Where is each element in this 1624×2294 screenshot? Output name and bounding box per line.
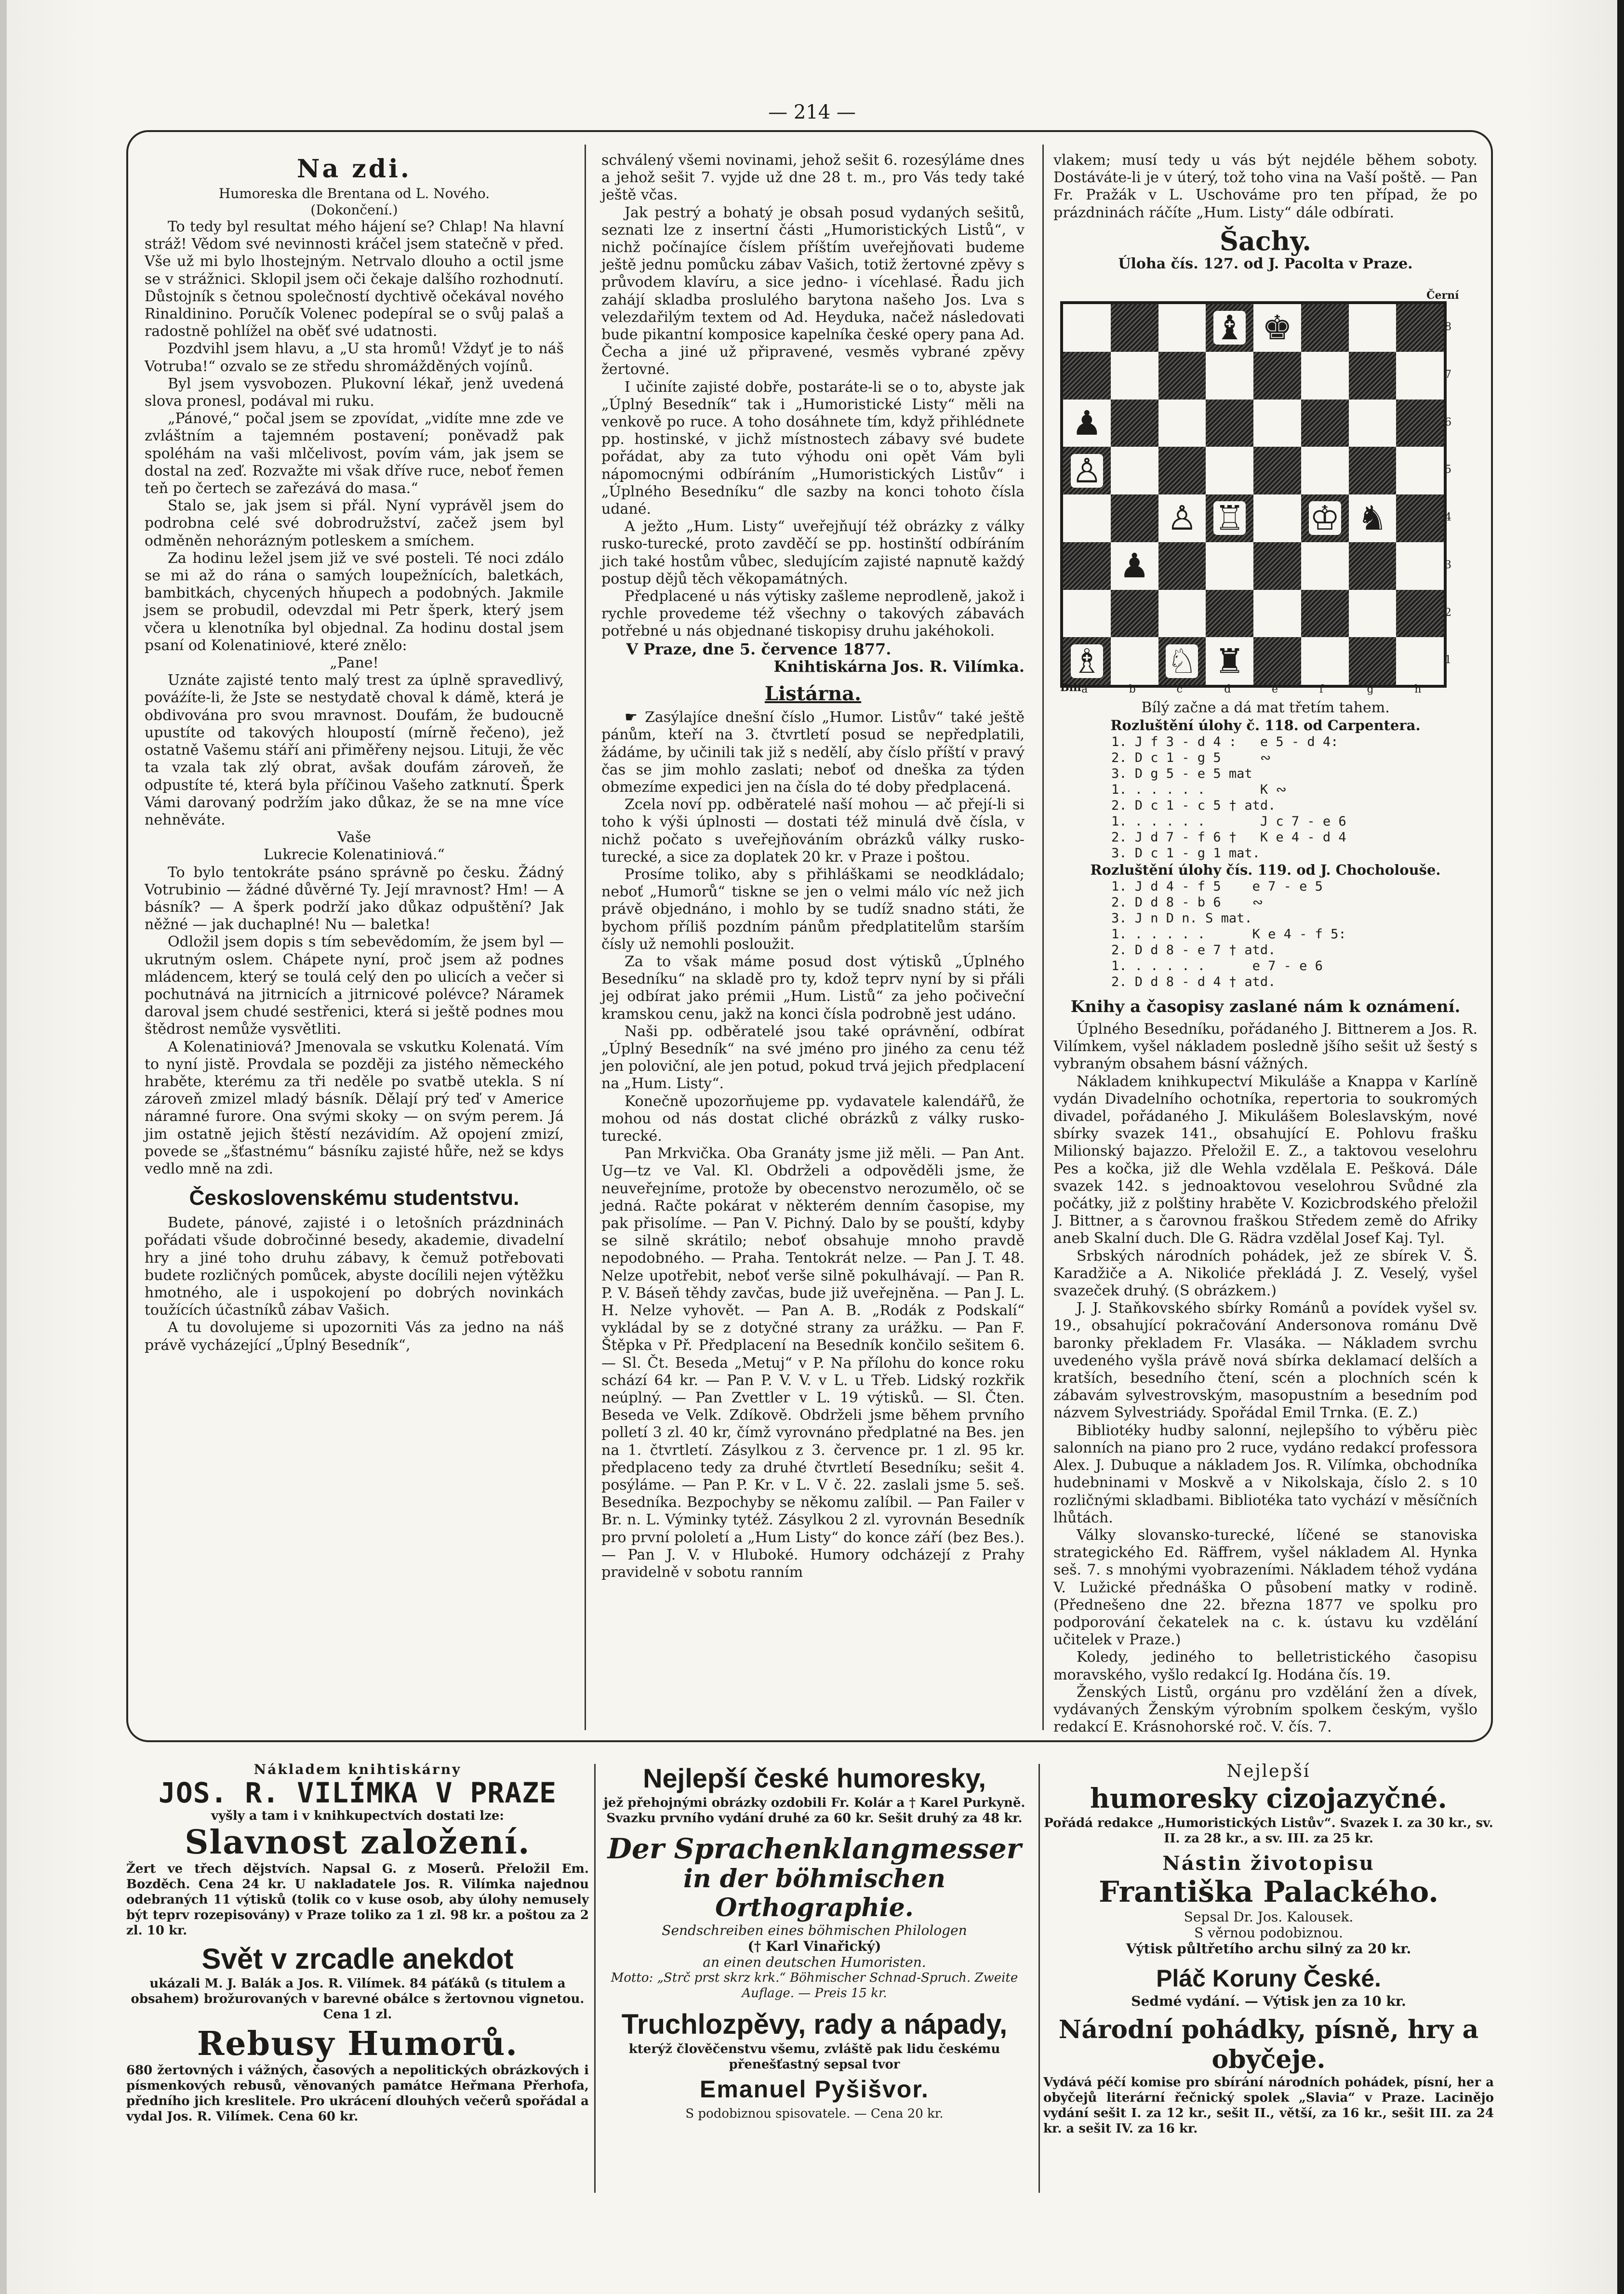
paragraph: Budete, pánové, zajisté i o letošních prázdninách pořádati všude dobročinné besedy, akademie, divadelní hry a jiné toho druhu zábavy, k čemuž potřebovati budete rozličných pomůcek, abyste docílili nejen výtěžku hmotného, ale i uspokojení po dobrých novinkách toužících účastníků zábav Vašich.	[145, 1214, 564, 1319]
chess-note: Bílý začne a dá mat třetím tahem.	[1141, 699, 1390, 716]
ad-text: kterýž člověčenstvu všemu, zvláště pak lidu českému přenešťastný sepsal tvor	[628, 2042, 1000, 2072]
board-square	[1158, 637, 1206, 685]
board-square	[1301, 400, 1349, 447]
ad-title: Františka Palackého.	[1098, 1875, 1439, 1909]
chess-heading: Šachy.	[1219, 225, 1312, 256]
dateline: V Praze, dne 5. července 1877.	[626, 640, 892, 658]
column-2	[601, 152, 1025, 1581]
solution-118-moves	[1053, 734, 1478, 861]
file-label: f	[1319, 683, 1323, 695]
board-square	[1301, 590, 1349, 638]
ad-cizojazycne	[1043, 1761, 1494, 2136]
board-square	[1158, 304, 1206, 352]
file-label: g	[1367, 683, 1374, 695]
board-square	[1063, 304, 1111, 352]
rank-label: 1	[1445, 654, 1451, 667]
chess-move: 1. J d 4 - f 5 e 7 - e 5	[1111, 879, 1323, 894]
paragraph: Za hodinu ležel jsem již ve své posteli. Té noci zdálo se mi až do rána o samých loupežnících, baletkách, bambitkách, chycených hňupech a podobných. Jakmile jsem se probudil, odevzdal mi Petr šperk, který jsem včera u klenotníka byl objednal. Za hodinu dostal jsem psaní od Kolenatiniové, které znělo:	[145, 549, 564, 654]
rank-label: 3	[1445, 559, 1451, 571]
board-square	[1111, 637, 1158, 685]
board-square	[1396, 304, 1444, 352]
paragraph: Nákladem knihkupectví Mikuláše a Knappa v Karlíně vydán Divadelního ochotníka, repertoria to soukromých divadel, pořádaného J. Mikulášem Boleslavským, nové sbírky svazek 141., obsahující E. Pohlovu frašku Milionský bajazzo. Přeložil E. Z., a taktovou veselohru Pes a kočka, již dle Wehla vzdělala E. Pešková. Dále svazek 142. s jednoaktovou veselohrou Svůdné zla počátky, již z polštiny hraběte V. Kozicbrodského přeložil J. Bittner, a s čarovnou fraškou Středem země do Afriky aneb Skalní duch. Dle G. Rädra vzdělal Josef Kaj. Tyl.	[1053, 1073, 1478, 1247]
ad-text: S věrnou podobiznou.	[1194, 1925, 1343, 1941]
paragraph: I učiníte zajisté dobře, postaráte-li se o to, abyste jak „Úplný Besedník“ tak i „Humoristické Listy“ měli na venkově po ruce. A toho dosáhnete tím, když přihlédnete pp. hostinské, v jichž místnostech zábavy své budete pořádat, aby za tuto výhodu oni opět Vám byli nápomocnými odbíráním „Humoristických Listův“ i „Úplného Besedníku“ dle sazby na konci tohoto čísla udané.	[601, 378, 1025, 518]
chess-move: 1. . . . . . K e 4 - f 5:	[1111, 927, 1346, 942]
paragraph: J. J. Staňkovského sbírky Románů a povídek vyšel sv. 19., obsahující pokračování Andersonova románu Dvě baronky překladem Fr. Vlasáka. — Nákladem svrchu uvedeného vyšla právě nová sbírka deklamací delších a kratších, besedního čtení, scén a plochních scén k zábavám sylvestrovským, masopustním a besedním pod názvem Sylvestriády. Spořádal Emil Trnka. (E. Z.)	[1053, 1300, 1478, 1422]
board-square	[1111, 400, 1158, 447]
rank-label: 2	[1445, 606, 1451, 619]
board-square	[1206, 494, 1253, 542]
ad-rule-2	[1038, 1764, 1040, 2193]
paragraph: Předplacené u nás výtisky zašleme neprodleně, jakož i rychle provedeme též všechny o takových zábavách potřebné u nás objednané tiskopisy druhu jakéhokoli.	[601, 588, 1025, 640]
board-square	[1301, 304, 1349, 352]
ad-text: S podobiznou spisovatele. — Cena 20 kr.	[685, 2107, 944, 2121]
board-square	[1301, 542, 1349, 590]
file-label: e	[1272, 683, 1278, 695]
board-square	[1349, 590, 1397, 638]
ad-title: Truchlozpěvy, rady a nápady,	[621, 2009, 1008, 2040]
ad-title: Národní pohádky, písně, hry a obyčeje.	[1058, 2015, 1479, 2074]
paragraph: A ježto „Hum. Listy“ uveřejňují též obrázky z války rusko-turecké, proto zavděčí se pp. hostinští odbíráním jich také hostům vůbec, sledujícím zajisté napnutě každý postup dějů těch věkopamátných.	[601, 518, 1025, 587]
board-square	[1396, 447, 1444, 494]
paragraph: Pozdvihl jsem hlavu, a „U sta hromů! Vždyť je to náš Votruba!“ ozvalo se ze středu shromážděných vojínů.	[145, 340, 564, 375]
ad-text: († Karl Vinařický)	[747, 1938, 881, 1954]
ad-title: Pláč Koruny České.	[1156, 1965, 1381, 1992]
paragraph: Pan Mrkvička. Oba Granáty jsme již měli. — Pan Ant. Ug—tz ve Val. Kl. Obdrželi a odpověděli jsme, že neuveřejníme, protože by obecenstvo nerozumělo, oč se jedná. Račte pokárat v některém denním časopise, my pak přisolíme. — Pan V. Pichný. Dalo by se pouští, kdyby se silně skrátilo; neboť obsahuje mnoho pravdě nepodobného. — Praha. Tentokrát nelze. — Pan J. T. 48. Nelze upotřebit, neboť verše silně pokulhávají. — Pan R. P. V. Báseň těhdy zavčas, bude již uveřejněna. — Pan J. L. H. Nelze vyhovět. — Pan A. B. „Rodák z Podskalí“ vykládal by se z dotyčné strany za urážku. — Pan F. Štěpka v Př. Předplacení na Besedník končilo sešitem 6. — Sl. Čt. Beseda „Metuj“ v P. Na přílohu do konce roku schází 64 kr. — Pan P. V. V. v L. u Třeb. Lidský rozkřik neúplný. — Pan Zvettler v L. 19 výtisků. — Sl. Čten. Beseda ve Velk. Zdíkově. Obdrželi jsme během prvního polletí 3 zl. 40 kr, čímž vyrovnáno předplatné na Bes. jen na 1. čtvrtletí. Zásylkou z 3. července pr. 1 zl. 95 kr. předplaceno tedy za druhé čtvrtletí Besedníku; sešit 4. posýláme. — Pan P. Kr. v L. V č. 22. zaslali jsme 5. seš. Besedníka. Bezpochyby se někomu zalíbil. — Pan Failer v Br. n. L. Výminky tytéž. Zásylkou 2 zl. vyrovnán Besedník pro první pololetí a „Hum Listy“ do konce září (bez Bes.). — Pan J. V. v Hluboké. Humory odcházejí z Prahy pravidelně v sobotu ranním	[601, 1145, 1025, 1581]
story-subtitle-2: (Dokončení.)	[310, 202, 398, 218]
board-square	[1063, 352, 1111, 400]
ad-text: Nákladem knihtiskárny	[253, 1761, 462, 1777]
listarna-heading: Listárna.	[764, 682, 862, 706]
ad-text: Sedmé vydání. — Výtisk jen za 10 kr.	[1131, 1993, 1406, 2009]
page-left-edge	[0, 0, 7, 2294]
board-square	[1349, 352, 1397, 400]
paragraph: Uznáte zajisté tento malý trest za úplně spravedlivý, pováźíte-li, že Jste se nestydatě choval k dámě, která je obdivována pro svou mravnost. Doufám, že budoucně upustíte od takových hloupostí (mírně řečeno), jež ostatně Vašemu stáří ani přiměřeny nejsou. Lituji, že věc ta vzala tak zlý obrat, avšak doufám zároveň, že odpustíte té, která byla příčinou Vašeho zatknutí. Šperk Vámi darovaný podržím jako důkaz, že se na mne více nehněváte.	[145, 672, 564, 828]
chess-move: 2. J d 7 - f 6 † K e 4 - d 4	[1111, 830, 1346, 845]
board-square	[1158, 400, 1206, 447]
board-square	[1396, 590, 1444, 638]
letter-signature: Lukrecie Kolenatiniová.“	[264, 846, 445, 864]
board-square	[1206, 400, 1253, 447]
chess-move: 1. . . . . . e 7 - e 6	[1111, 959, 1323, 974]
board-square	[1349, 542, 1397, 590]
board-square	[1111, 494, 1158, 542]
solution-119-title: Rozluštění úlohy čís. 119. od J. Chocholouše.	[1090, 862, 1441, 879]
chess-piece: ♚	[1262, 308, 1292, 348]
board-square	[1349, 304, 1397, 352]
board-square	[1253, 637, 1301, 685]
board-square	[1111, 590, 1158, 638]
board-square	[1253, 352, 1301, 400]
paragraph: Konečně upozorňujeme pp. vydavatele kalendářů, že mohou od nás dostat cliché obrázků z války rusko-turecké.	[601, 1093, 1025, 1145]
ad-title: Nejlepší české humoresky,	[643, 1763, 986, 1793]
ad-title: Nejlepší	[1226, 1761, 1311, 1781]
page-number: — 214 —	[768, 101, 856, 123]
board-square	[1206, 304, 1253, 352]
ad-vilimek	[126, 1761, 589, 2124]
board-square	[1158, 494, 1206, 542]
chess-move: 2. D c 1 - c 5 † atd.	[1111, 798, 1276, 814]
board-square	[1111, 542, 1158, 590]
paragraph: Úplného Besedníku, pořádaného J. Bittnerem a Jos. R. Vilímkem, vyšel nákladem posledně jšího sešit už šestý s vybraným obsahem básní vážných.	[1053, 1021, 1478, 1073]
chess-piece: ♗	[1071, 641, 1102, 681]
file-label: c	[1176, 683, 1183, 695]
rank-label: 4	[1445, 511, 1451, 523]
ad-text: Žert ve třech dějstvích. Napsal G. z Moserů. Přeložil Em. Bozděch. Cena 24 kr. U nakladatele Jos. R. Vilímka najednou odebraných 11 výtisků (tolik co v kuse osob, aby úlohy nemusely být teprv rozepisovány) v Praze toliko za 1 zl. 98 kr. a poštou za 2 zl. 10 kr.	[126, 1862, 589, 1938]
story-title: Na zdi.	[296, 154, 412, 184]
paragraph: ☛ Zasýlajíce dnešní číslo „Humor. Listův“ také ještě pánům, kteří na 3. čtvrtletí posud se nepředplatili, žádáme, by učinili tak již s nedělí, aby číslo příští v pravý čas se jim mohlo zaslati; neboť od dneška za týden obmezíme expedici jen na čísla do té doby předplacená.	[601, 709, 1025, 796]
column-rule-1	[585, 145, 586, 1730]
section-heading: Československému studentstvu.	[189, 1186, 519, 1210]
ad-title: Nástin životopisu	[1162, 1852, 1375, 1875]
board-square	[1158, 542, 1206, 590]
board-square	[1349, 637, 1397, 685]
board-square	[1349, 494, 1397, 542]
chess-move: 3. D c 1 - g 1 mat.	[1111, 846, 1260, 861]
rank-label: 5	[1445, 464, 1451, 476]
ad-text: an einen deutschen Humoristen.	[703, 1954, 926, 1970]
ad-text: jež přehojnými obrázky ozdobili Fr. Kolár a † Karel Purkyně. Svazku prvního vydání druhé za 60 kr. Sešit druhý za 48 kr.	[603, 1796, 1025, 1826]
ad-text: Motto: „Strč prst skrz krk.“ Böhmischer Schnad-Spruch. Zweite Auflage. — Preis 15 kr.	[611, 1971, 1018, 2001]
letter-salutation: „Pane!	[330, 654, 379, 672]
chess-move: 2. D d 8 - e 7 † atd.	[1111, 943, 1276, 958]
board-square	[1396, 494, 1444, 542]
chess-move: 1. J f 3 - d 4 : e 5 - d 4:	[1111, 734, 1339, 750]
board-square	[1063, 400, 1111, 447]
board-square	[1253, 494, 1301, 542]
chess-move: 3. J n D n. S mat.	[1111, 911, 1252, 926]
chess-piece: ♞	[1357, 498, 1388, 538]
paragraph: Koledy, jediného to belletristického časopisu moravského, vyšlo redakcí Ig. Hodána čís. 19.	[1053, 1649, 1478, 1683]
ad-title: Emanuel Pyšišvor.	[700, 2076, 929, 2103]
board-square	[1158, 352, 1206, 400]
board-square	[1301, 352, 1349, 400]
paragraph: Bibliotéky hudby salonní, nejlepšího to výběru pièc salonních na piano pro 2 ruce, vydáno redakcí professora Alex. J. Dubuque a nákladem Jos. R. Vilímka, obchodníka hudebninami v Moskvě a v Nikolskaja, číslo 2. s 10 rozličnými skladbami. Bibliotéka tato vychází v měsíčních lhůtách.	[1053, 1422, 1478, 1526]
board-square	[1396, 542, 1444, 590]
board-square	[1206, 352, 1253, 400]
rank-label: 8	[1445, 321, 1451, 333]
board-square	[1396, 637, 1444, 685]
letter-closing: Vaše	[337, 829, 371, 846]
paragraph: Jak pestrý a bohatý je obsah posud vydaných sešitů, seznati lze z insertní části „Humoristických Listů“, v nichž počínajíce číslem příštím uveřejňovati budeme ještě jednu pomůcku zábav Vašich, totiž žertovné zpěvy s průvodem klavíru, a sice jedno- i vícehlasé. Řadu jich zahájí skladba proslulého barytona našeho Jos. Lva s velezdařilým textem od Ad. Heyduka, načež následovati bude pikantní komposice kapelníka české opery pana Ad. Čecha a jiné už připravené, vesměs vybrané zpěvy žertovné.	[601, 204, 1025, 378]
paragraph: Odložil jsem dopis s tím sebevědomím, že jsem byl — ukrutným oslem. Chápete nyní, proč jsem až podnes mládencem, který se toulá celý den po ulicích a večer si pochutnává na jitrnicích a jitrnicové polévce? Náramek daroval jsem chudé sestřenici, která si ještě podnes mou štědrost nemůže vysvětliti.	[145, 934, 564, 1038]
chess-move: 2. D c 1 - g 5 ∾	[1111, 750, 1271, 766]
ad-text: 680 žertovných i vážných, časových a nepolitických obrázkových i písmenkových rebusů, věnovaných památce Heřmana Přerhofa, předního jich kreslitele. Pro ukrácení dlouhých večerů spořádal a vydal Jos. R. Vilímek. Cena 60 kr.	[126, 2063, 589, 2124]
ad-text: vyšly a tam i v knihkupectvích dostati lze:	[211, 1809, 504, 1823]
paragraph: Byl jsem vysvobozen. Plukovní lékař, jenž uvedená slova pronesl, podával mi ruku.	[145, 375, 564, 410]
board-square	[1253, 542, 1301, 590]
board-square	[1349, 400, 1397, 447]
board-square	[1206, 637, 1253, 685]
paragraph: schválený všemi novinami, jehož sešit 6. rozesýláme dnes a jehož sešit 7. vyjde už dne 28 t. m., pro Vás tedy také ještě včas.	[601, 152, 1025, 204]
chess-move: 1. . . . . . K ∾	[1111, 782, 1287, 798]
solution-118-title: Rozluštění úlohy č. 118. od Carpentera.	[1110, 717, 1421, 734]
paragraph: Za to však máme posud dost výtisků „Úplného Besedníku“ na skladě pro ty, kdož teprv nyní by si přáli jej odbírat jako prémii „Hum. Listů“ za jeho počiveční kramskou cenu, jakž na konci čísla podrobně jest udáno.	[601, 953, 1025, 1023]
ad-title: Rebusy Humorů.	[197, 2025, 519, 2063]
board-square	[1253, 400, 1301, 447]
file-label: h	[1414, 683, 1422, 695]
ad-text: Sendschreiben eines böhmischen Philologen	[662, 1922, 967, 1938]
paragraph: Války slovansko-turecké, líčené se stanoviska strategického Ed. Räffrem, vyšel nákladem Al. Hynka seš. 7. s mnohými vyobrazeními. Nákladem téhož vydána V. Lužické přednáška O působení matky v rodině. (Přednešeno dne 22. března 1877 ve spolku pro podporování čekatelek na c. k. ústavu ku vzdělání učitelek v Praze.)	[1053, 1526, 1478, 1649]
board-square	[1111, 352, 1158, 400]
ad-text: Sepsal Dr. Jos. Kalousek.	[1184, 1909, 1354, 1925]
story-subtitle: Humoreska dle Brentana od L. Nového.	[218, 186, 490, 201]
board-square	[1253, 304, 1301, 352]
chess-move: 2. D d 8 - d 4 † atd.	[1111, 974, 1276, 990]
chess-piece: ♙	[1071, 451, 1102, 491]
black-label: Černí	[1426, 289, 1459, 302]
paragraph: „Pánové,“ počal jsem se zpovídat, „vidíte mne zde ve zvláštním a tajemném postavení; poněvadž pak spoléhám na vaši mlčelivost, povím vám, jak jsem se dostal na zeď. Rozvažte mi však dříve ruce, neboť řemen teň po čertech se zařezává do masa.“	[145, 410, 564, 497]
paragraph: Zcela noví pp. odběratelé naší mohou — ač přejí-li si toho k výši úplnosti — dostati též minulá dvě čísla, v nichž počato s uveřejňováním obrázků války rusko-turecké, a sice za doplatek 20 kr. v Praze i poštou.	[601, 796, 1025, 866]
board-square	[1063, 637, 1111, 685]
board-square	[1111, 447, 1158, 494]
ad-text: Vydává péčí komise pro sbírání národních pohádek, písní, her a obyčejů literární řečnický spolek „Slavia“ v Praze. Lacinějo vydání sešit I. za 12 kr., sešit II., větší, za 16 kr., sešit III. za 24 kr. a sešit IV. za 16 kr.	[1043, 2075, 1494, 2136]
chess-move: 1. . . . . . J c 7 - e 6	[1111, 814, 1346, 829]
board-square	[1301, 494, 1349, 542]
board-square	[1206, 447, 1253, 494]
ad-title: Slavnost založení.	[185, 1823, 531, 1862]
ad-rule-1	[594, 1764, 596, 2193]
paragraph: Stalo se, jak jsem si přál. Nyní vyprávěl jsem do podrobna celé své dobrodružství, začež jsem byl odměněn nehorázným potleskem a smíchem.	[145, 497, 564, 549]
signature: Knihtiskárna Jos. R. Vilímka.	[773, 657, 1025, 676]
paragraph: Naši pp. odběratelé jsou také oprávnění, odbírat „Úplný Besedník“ na své jméno pro jiného za cenu též jen poloviční, ale jen potud, pokud trvá jejich předplacení na „Hum. Listy“.	[601, 1023, 1025, 1093]
paragraph: To bylo tentokráte psáno správně po česku. Žádný Votrubinio — žádné důvěrné Ty. Její mravnost? Hm! — A básník? — A šperk podrží jako důkaz odpuštění? Jak něžné — jak duchaplné! Nu — baletka!	[145, 864, 564, 934]
board-square	[1396, 352, 1444, 400]
column-1	[145, 152, 564, 1354]
chess-problem-title: Úloha čís. 127. od J. Pacolta v Praze.	[1118, 255, 1413, 272]
paragraph: vlakem; musí tedy u vás být nejdéle během soboty. Dostáváte-li je v úterý, tož toho vina na Vaší poště. — Pan Fr. Pražák v L. Uschováme pro ten případ, že po prázdninách ráčíte „Hum. Listy“ dále odbírati.	[1053, 152, 1478, 221]
paragraph: To tedy byl resultat mého hájení se? Chlap! Na hlavní stráž! Vědom své nevinnosti kráčel jsem statečně v před. Vše už mi bylo lhostejným. Netrvalo dlouho a octil jsme se v strážnici. Sklopil jsem oči čekaje dalšího rozhodnutí. Důstojník s četnou společností dychtivě očekával nového Rinaldinino. Poručík Volenec podepíral se o svůj palaš a radostně pohlížel na oběť své udatnosti.	[145, 218, 564, 340]
ad-humoresky	[598, 1761, 1031, 2121]
chess-piece: ♟	[1119, 546, 1150, 586]
board-square	[1063, 590, 1111, 638]
solution-119-moves	[1053, 879, 1478, 990]
board-square	[1301, 637, 1349, 685]
chess-piece: ♟	[1071, 403, 1102, 443]
board-square	[1063, 447, 1111, 494]
board-square	[1206, 590, 1253, 638]
ad-title: in der böhmischen Orthographie.	[683, 1864, 945, 1922]
chess-piece: ♘	[1167, 641, 1198, 681]
paragraph: Srbských národních pohádek, jež ze sbírek V. Š. Karadžiče a A. Nikoliće překládá J. Z. Veselý, vyšel svazeček druhý. (S obrázkem.)	[1053, 1247, 1478, 1300]
ad-text: Pořádá redakce „Humoristických Listův“. Svazek I. za 30 kr., sv. II. za 28 kr., a sv. III. za 25 kr.	[1044, 1816, 1493, 1846]
board-square	[1206, 542, 1253, 590]
ad-text: ukázali M. J. Balák a Jos. R. Vilímek. 84 páťáků (s titulem a obsahem) brožurovaných v barevné obálce s žertovnou vignetou. Cena 1 zl.	[131, 1976, 585, 2022]
chess-piece: ♖	[1214, 498, 1245, 538]
ad-text: Výtisk půltřetího archu silný za 20 kr.	[1126, 1941, 1411, 1957]
file-label: b	[1129, 683, 1136, 695]
board-square	[1063, 494, 1111, 542]
board-square	[1301, 447, 1349, 494]
board-square	[1063, 542, 1111, 590]
paragraph: Ženských Listů, orgánu pro vzdělání žen a dívek, vydávaných Ženským výrobním spolkem českým, vyšlo redakcí E. Krásnohorské roč. V. čís. 7.	[1053, 1683, 1478, 1736]
rank-label: 7	[1445, 368, 1451, 381]
books-heading: Knihy a časopisy zaslané nám k oznámení.	[1070, 997, 1461, 1017]
page-right-edge	[1617, 0, 1624, 2294]
rank-label: 6	[1445, 416, 1451, 428]
paragraph: A tu dovolujeme si upozorniti Vás za jedno na náš právě vycházející „Úplný Besedník“,	[145, 1319, 564, 1354]
ad-title: humoresky cizojazyčné.	[1090, 1783, 1447, 1814]
board-square	[1158, 447, 1206, 494]
board-square	[1253, 590, 1301, 638]
file-label: d	[1224, 683, 1231, 695]
chess-piece: ♜	[1214, 641, 1245, 681]
column-rule-2	[1042, 145, 1044, 1730]
paragraph: Prosíme toliko, aby s přihláškami se neodkládalo; neboť „Humorů“ tiskne se jen o velmi málo víc než jich právě objednáno, i mohlo by se tudíž snadno státi, že bychom příliš pozdním pánům předplatitelům starším čísly už nemohli posloužit.	[601, 866, 1025, 953]
chess-board	[1060, 301, 1447, 688]
white-label: Bílí	[1060, 681, 1081, 694]
ad-title: Svět v zrcadle anekdot	[201, 1943, 514, 1975]
board-square	[1349, 447, 1397, 494]
chess-move: 3. D g 5 - e 5 mat	[1111, 766, 1252, 782]
chess-piece: ♔	[1309, 498, 1340, 538]
chess-move: 2. D d 8 - b 6 ∾	[1111, 895, 1264, 910]
file-label: a	[1081, 683, 1088, 695]
paragraph: A Kolenatiniová? Jmenovala se vskutku Kolenatá. Vím to nyní jistě. Provdala se později za jistého německého hraběte, kterému za tři neděle po svatbě utekla. S ní zároveň zmizel mladý básník. Dělají prý teď v Americe náramné furore. Ona svými skoky — on svým perem. Já jim ostatně jejich štěstí nezávidím. Až opojení zmizí, povede se „šťastnému“ básníku zajisté hůře, než se kdys vedlo mně na zdi.	[145, 1038, 564, 1177]
board-square	[1396, 400, 1444, 447]
ad-title: Der Sprachenklangmesser	[607, 1832, 1022, 1865]
board-square	[1111, 304, 1158, 352]
chess-piece: ♙	[1167, 498, 1198, 538]
board-square	[1253, 447, 1301, 494]
board-square	[1158, 590, 1206, 638]
ad-publisher: JOS. R. VILÍMKA V PRAZE	[158, 1776, 557, 1809]
chess-piece: ♝	[1214, 308, 1245, 348]
